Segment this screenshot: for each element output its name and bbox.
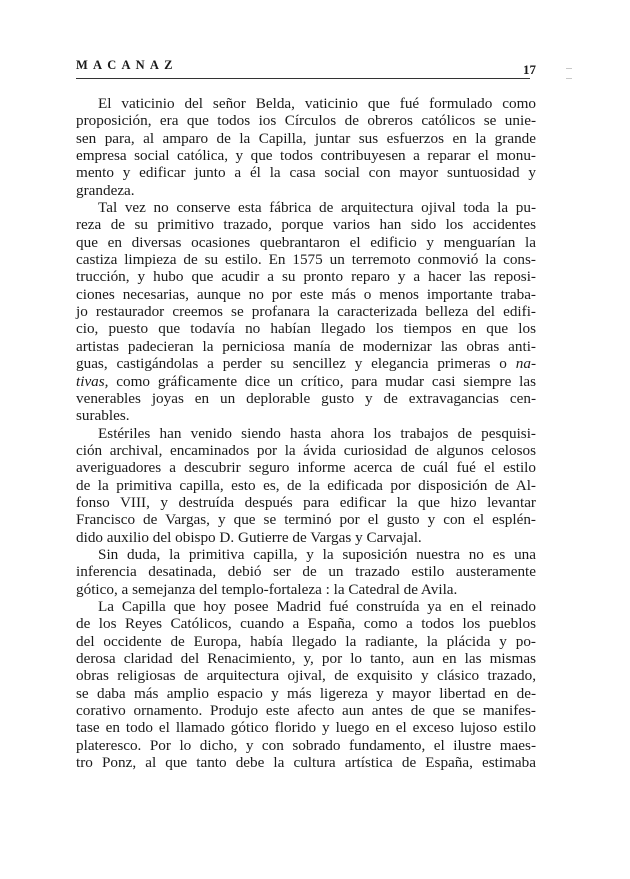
page-number: 17	[523, 62, 536, 77]
text-line: sen para, al amparo de la Capilla, juntar sus esfuerzos en la grande	[76, 129, 536, 147]
paragraph	[76, 598, 536, 771]
running-head: MACANAZ	[76, 58, 178, 72]
text-line: corativo ornamento. Produjo este afecto aun antes de que se manifes-	[76, 702, 536, 720]
book-page	[76, 58, 536, 771]
text-line: de los Reyes Católicos, cuando a España, como a todos los pueblos	[76, 615, 536, 633]
italic-word: tivas,	[76, 372, 109, 390]
scan-speck	[566, 78, 572, 79]
paragraph	[76, 425, 536, 546]
paragraph	[76, 199, 536, 424]
text-line: guas, castigándolas a perder su sencillez y elegancia primeras o na-	[76, 355, 536, 373]
text-line: empresa social católica, y que todos contribuyesen a reparar el monu-	[76, 147, 536, 165]
text-line: se daba más amplio espacio y más ligereza y mayor libertad en de-	[76, 684, 536, 702]
text-line: mento y edificar junto a él la casa social con mayor suntuosidad y	[76, 164, 536, 182]
text-line: ción archival, encaminados por la ávida curiosidad de algunos celosos	[76, 441, 536, 459]
text-line: averiguadores a descubrir seguro informe acerca de cuál fué el estilo	[76, 459, 536, 477]
scan-speck	[566, 68, 572, 69]
text-line: que en diversas ocasiones quebrantaron el edificio y menguarían la	[76, 233, 536, 251]
paragraph	[76, 95, 536, 199]
scan-artifacts	[566, 68, 574, 80]
text-line: surables.	[76, 407, 130, 425]
text-line: obras religiosas de arquitectura ojival, de exquisito y clásico trazado,	[76, 667, 536, 685]
text-line: tivas, como gráficamente dice un crítico, para mudar casi siempre las	[76, 372, 536, 390]
header-rule	[76, 78, 530, 79]
text-line: reza de su primitivo trazado, porque varios han sido los accidentes	[76, 216, 536, 234]
text-line: plateresco. Por lo dicho, y con sobrado fundamento, el ilustre maes-	[76, 736, 536, 754]
italic-word: na-	[515, 355, 536, 373]
paragraph	[76, 546, 536, 598]
text-line: dido auxilio del obispo D. Gutierre de Vargas y Carvajal.	[76, 528, 422, 546]
text-line: castiza limpieza de su estilo. En 1575 un terremoto conmovió la cons-	[76, 251, 536, 269]
text-line: derosa claridad del Renacimiento, y, por lo tanto, aun en las mismas	[76, 650, 536, 667]
text-line: fonso VIII, y destruída después para edificar la que hizo levantar	[76, 493, 536, 511]
text-line: artistas padecieran la perniciosa manía de modernizar las obras anti-	[76, 337, 536, 355]
text-line: Estériles han venido siendo hasta ahora los trabajos de pesquisi-	[98, 424, 536, 442]
text-line: del occidente de Europa, había llegado la radiante, la plácida y po-	[76, 632, 536, 650]
text-line: de la primitiva capilla, esto es, de la edificada por disposición de Al-	[76, 476, 536, 494]
text-line: trucción, y hubo que acudir a su pronto reparo y a hacer las reposi-	[76, 268, 536, 286]
text-line: El vaticinio del señor Belda, vaticinio que fué formulado como	[98, 95, 536, 112]
text-line: Francisco de Vargas, y que se terminó por el gusto y con el esplén-	[76, 511, 536, 529]
text-line: jo restaurador creemos se profanara la caracterizada belleza del edifi-	[76, 303, 536, 321]
text-line: tase en todo el llamado gótico florido y luego en el exceso lujoso estilo	[76, 719, 536, 737]
text-line: gótico, a semejanza del templo-fortaleza : la Catedral de Avila.	[76, 580, 458, 598]
text-line: La Capilla que hoy posee Madrid fué construída ya en el reinado	[98, 597, 536, 615]
text-line: grandeza.	[76, 181, 135, 199]
text-line: inferencia desatinada, debió ser de un trazado estilo austeramente	[76, 563, 536, 581]
text-line: ciones necesarias, aunque no por este más o menos importante traba-	[76, 285, 536, 303]
page-body	[76, 95, 536, 771]
text-line: cio, puesto que todavía no habían llegado los tiempos en que los	[76, 320, 536, 338]
text-line: proposición, era que todos ios Círculos de obreros católicos se unie-	[76, 112, 536, 130]
text-line: Tal vez no conserve esta fábrica de arquitectura ojival toda la pu-	[98, 199, 536, 217]
text-line: tro Ponz, al que tanto debe la cultura artística de España, estimaba	[76, 754, 536, 772]
text-line: Sin duda, la primitiva capilla, y la suposición nuestra no es una	[98, 545, 536, 563]
page-header	[76, 58, 536, 80]
text-line: venerables joyas en un deplorable gusto y de extravagancias cen-	[76, 389, 536, 407]
